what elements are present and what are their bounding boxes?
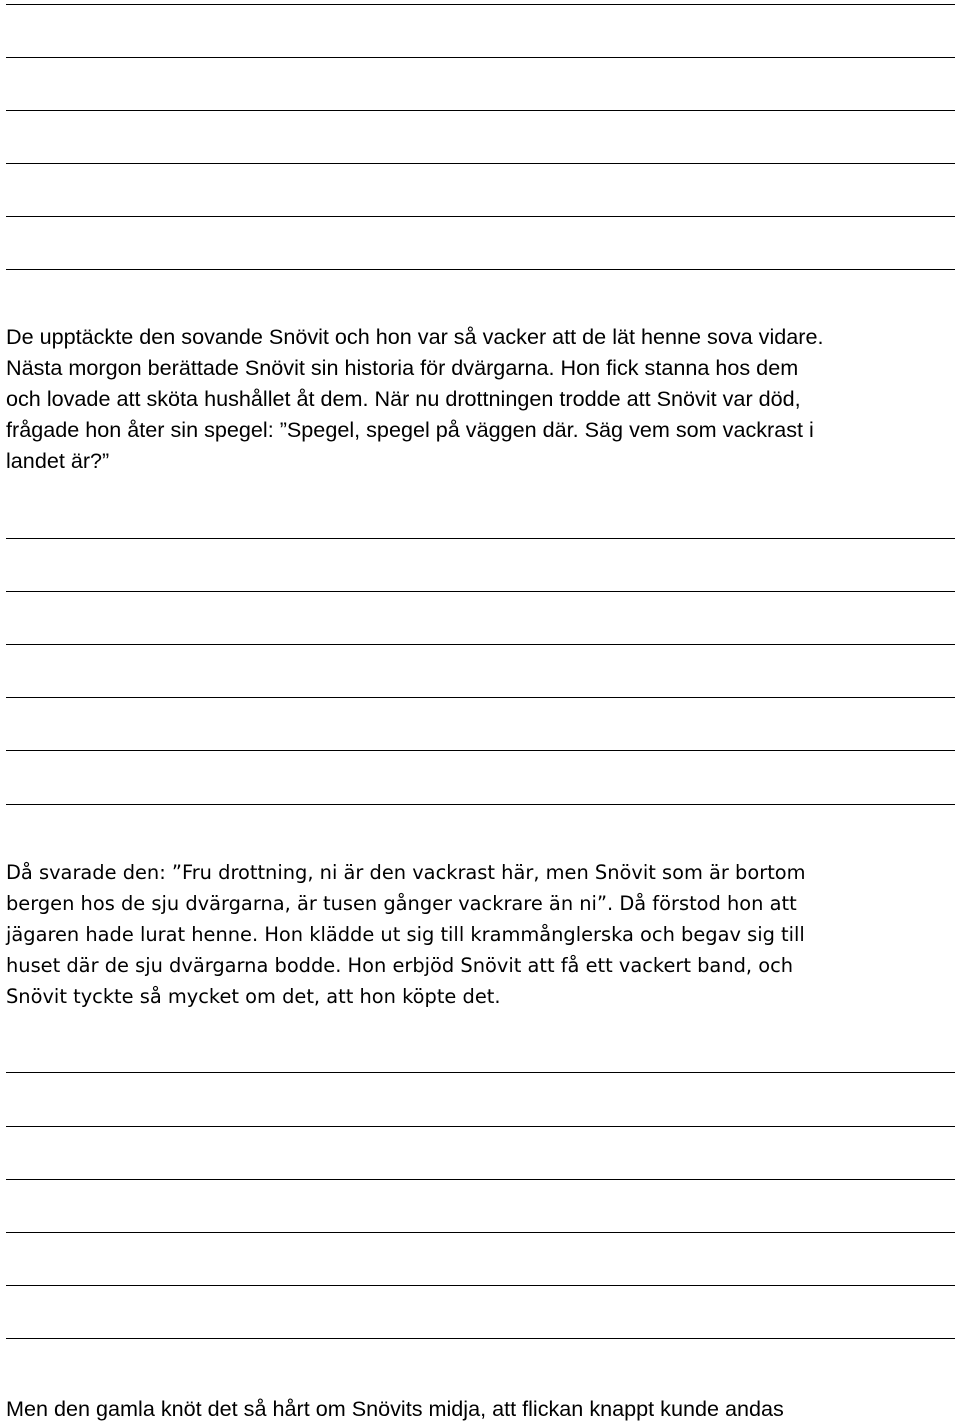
writing-line: [6, 644, 955, 645]
writing-line: [6, 538, 955, 539]
text-line: Då svarade den: ”Fru drottning, ni är den vackrast här, men Snövit som är bortom: [6, 861, 806, 884]
text-line: Snövit tyckte så mycket om det, att hon köpte det.: [6, 985, 501, 1008]
writing-line: [6, 4, 955, 5]
writing-line: [6, 591, 955, 592]
writing-line: [6, 163, 955, 164]
text-line: landet är?”: [6, 448, 110, 473]
text-line: De upptäckte den sovande Snövit och hon var så vacker att de lät henne sova vidare.: [6, 324, 824, 349]
story-paragraph-1: [6, 321, 956, 476]
writing-line: [6, 697, 955, 698]
writing-line: [6, 1285, 955, 1286]
writing-line: [6, 1338, 955, 1339]
writing-line: [6, 1179, 955, 1180]
writing-line: [6, 57, 955, 58]
writing-line: [6, 1126, 955, 1127]
text-line: bergen hos de sju dvärgarna, är tusen gånger vackrare än ni”. Då förstod hon att: [6, 892, 797, 915]
writing-line: [6, 1232, 955, 1233]
text-line: och lovade att sköta hushållet åt dem. När nu drottningen trodde att Snövit var död,: [6, 386, 801, 411]
writing-line: [6, 110, 955, 111]
story-paragraph-3: [6, 1393, 956, 1424]
text-line: jägaren hade lurat henne. Hon klädde ut sig till krammånglerska och begav sig till: [6, 923, 805, 946]
text-line: Nästa morgon berättade Snövit sin historia för dvärgarna. Hon fick stanna hos dem: [6, 355, 799, 380]
text-line: Men den gamla knöt det så hårt om Snövits midja, att flickan knappt kunde andas: [6, 1396, 784, 1421]
writing-line: [6, 804, 955, 805]
text-line: huset där de sju dvärgarna bodde. Hon erbjöd Snövit att få ett vackert band, och: [6, 954, 794, 977]
writing-line: [6, 750, 955, 751]
writing-line: [6, 269, 955, 270]
story-paragraph-2: [6, 857, 956, 1012]
writing-line: [6, 216, 955, 217]
writing-line: [6, 1072, 955, 1073]
text-line: frågade hon åter sin spegel: ”Spegel, spegel på väggen där. Säg vem som vackrast i: [6, 417, 814, 442]
